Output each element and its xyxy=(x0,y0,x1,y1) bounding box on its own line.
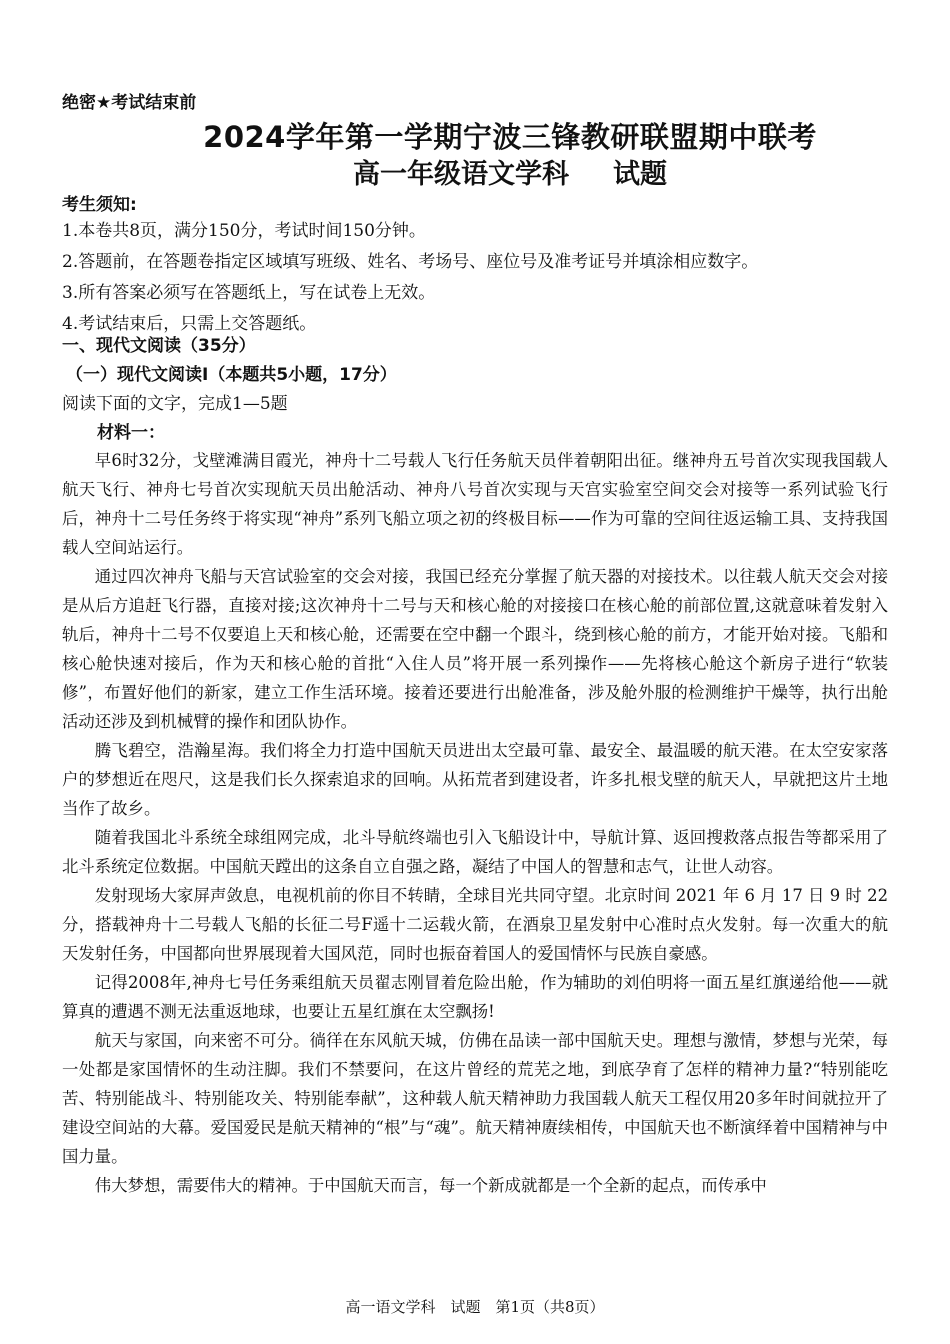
reading-passage xyxy=(62,446,888,1200)
section-heading: 一、现代文阅读（35分） xyxy=(62,336,256,356)
reading-instruction: 阅读下面的文字，完成1—5题 xyxy=(62,394,288,414)
notice-item: 3.所有答案必须写在答题纸上，写在试卷上无效。 xyxy=(62,283,436,303)
passage-paragraph: 记得2008年,神舟七号任务乘组航天员翟志刚冒着危险出舱，作为辅助的刘伯明将一面五星红旗递给他——就算真的遭遇不测无法重返地球，也要让五星红旗在太空飘扬! xyxy=(62,973,888,1021)
page-subtitle xyxy=(110,152,910,191)
notice-item: 2.答题前，在答题卷指定区域填写班级、姓名、考场号、座位号及准考证号并填涂相应数字。 xyxy=(62,252,759,272)
passage-paragraph: 伟大梦想，需要伟大的精神。于中国航天而言，每一个新成就都是一个全新的起点，而传承中 xyxy=(94,1176,767,1195)
notice-item: 4.考试结束后，只需上交答题纸。 xyxy=(62,314,317,334)
subtitle-paper: 试题 xyxy=(613,159,667,190)
confidential-label: 绝密★考试结束前 xyxy=(62,93,197,113)
passage-paragraph: 早6时32分，戈壁滩满目霞光，神舟十二号载人飞行任务航天员伴着朝阳出征。继神舟五号首次实现我国载人航天飞行、神舟七号首次实现航天员出舱活动、神舟八号首次实现与天宫实验室空间交会对接等一系列试验飞行后，神舟十二号任务终于将实现“神舟”系列飞船立项之初的终极目标——作为可靠的空间往返运输工具、支持我国载人空间站运行。 xyxy=(62,451,888,557)
notice-list xyxy=(62,216,902,340)
passage-paragraph: 随着我国北斗系统全球组网完成，北斗导航终端也引入飞船设计中，导航计算、返回搜救落点报告等都采用了北斗系统定位数据。中国航天蹚出的这条自立自强之路，凝结了中国人的智慧和志气，让世人动容。 xyxy=(62,828,888,876)
subtitle-subject: 高一年级语文学科 xyxy=(353,159,569,190)
material-heading: 材料一： xyxy=(97,423,165,443)
passage-paragraph: 发射现场大家屏声敛息，电视机前的你目不转睛，全球目光共同守望。北京时间 2021 年 6 月 17 日 9 时 22 分，搭载神舟十二号载人飞船的长征二号F遥十二运载火箭，在酒泉卫星发射中心准时点火发射。每一次重大的航天发射任务，中国都向世界展现着大国风范，同时也振奋着国人的爱国情怀与民族自豪感。 xyxy=(62,886,888,963)
page-title: 2024学年第一学期宁波三锋教研联盟期中联考 xyxy=(203,120,817,154)
page-footer: 高一语文学科 试题 第1页（共8页） xyxy=(345,1298,605,1316)
notice-heading: 考生须知: xyxy=(62,195,137,215)
passage-paragraph: 通过四次神舟飞船与天宫试验室的交会对接，我国已经充分掌握了航天器的对接技术。以往载人航天交会对接是从后方追赶飞行器，直接对接;这次神舟十二号与天和核心舱的对接接口在核心舱的前部位置,这就意味着发射入轨后，神舟十二号不仅要追上天和核心舱，还需要在空中翻一个跟斗，绕到核心舱的前方，才能开始对接。飞船和核心舱快速对接后，作为天和核心舱的首批“入住人员”将开展一系列操作——先将核心舱这个新房子进行“软装修”，布置好他们的新家，建立工作生活环境。接着还要进行出舱准备，涉及舱外服的检测维护干燥等，执行出舱活动还涉及到机械臂的操作和团队协作。 xyxy=(62,567,888,731)
notice-item: 1.本卷共8页，满分150分，考试时间150分钟。 xyxy=(62,221,426,241)
passage-paragraph: 航天与家国，向来密不可分。徜徉在东风航天城，仿佛在品读一部中国航天史。理想与激情，梦想与光荣，每一处都是家国情怀的生动注脚。我们不禁要问，在这片曾经的荒芜之地，到底孕育了怎样的精神力量?“特别能吃苦、特别能战斗、特别能攻关、特别能奉献”，这种载人航天精神助力我国载人航天工程仅用20多年时间就拉开了建设空间站的大幕。爱国爱民是航天精神的“根”与“魂”。航天精神赓续相传，中国航天也不断演绎着中国精神与中国力量。 xyxy=(62,1031,888,1166)
subsection-heading: （一）现代文阅读Ⅰ（本题共5小题，17分） xyxy=(66,365,397,385)
passage-paragraph: 腾飞碧空，浩瀚星海。我们将全力打造中国航天员进出太空最可靠、最安全、最温暖的航天港。在太空安家落户的梦想近在咫尺，这是我们长久探索追求的回响。从拓荒者到建设者，许多扎根戈壁的航天人，早就把这片土地当作了故乡。 xyxy=(62,741,888,818)
